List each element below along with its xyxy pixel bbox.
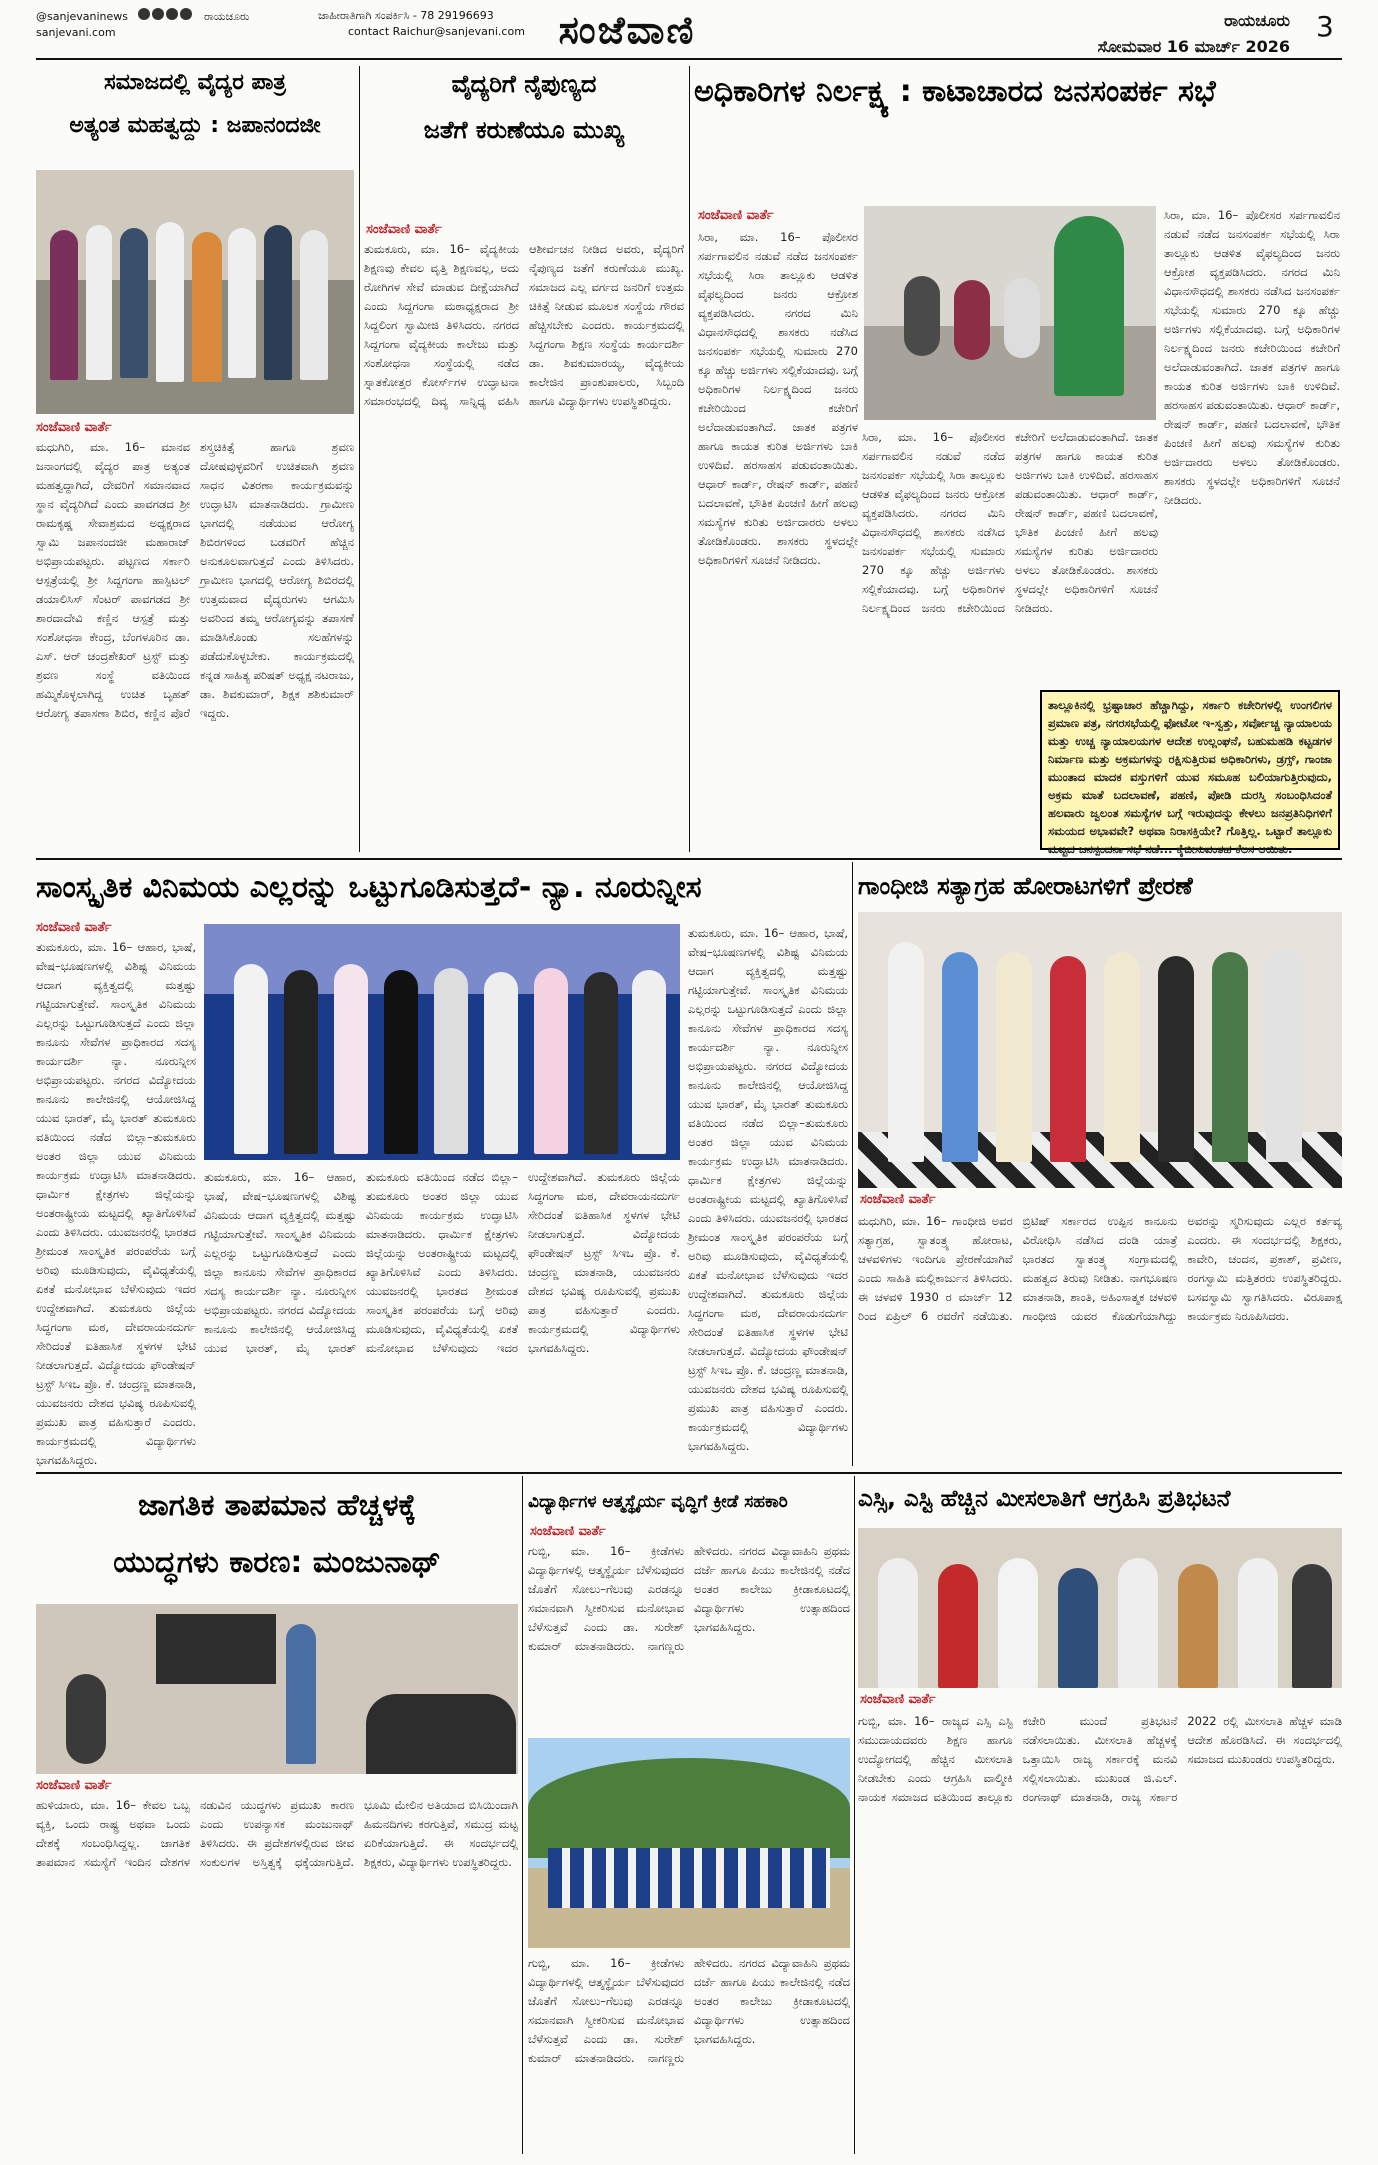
article-body: ತುಮಕೂರು, ಮಾ. 16– ವೈದ್ಯಕೀಯ ಶಿಕ್ಷಣವು ಕೇವಲ ವೃತ್ತಿ ಶಿಕ್ಷಣವಲ್ಲ, ಅದು ರೋಗಿಗಳ ಸೇವೆ ಮಾಡುವ ದೀಕ್ಷೆಯಾಗಿದೆ ಎಂದು ಸಿದ್ದಗಂಗಾ ಮಠಾಧ್ಯಕ್ಷರಾದ ಶ್ರೀ ಸಿದ್ದಲಿಂಗ ಸ್ವಾಮೀಜಿ ತಿಳಿಸಿದರು. ನಗರದ ಸಿದ್ದಗಂಗಾ ವೈದ್ಯಕೀಯ ಕಾಲೇಜು ಮತ್ತು ಸಂಶೋಧನಾ ಸಂಸ್ಥೆಯಲ್ಲಿ ನಡೆದ ಸ್ನಾತಕೋತ್ತರ ಕೋರ್ಸ್‌ಗಳ ಉದ್ಘಾಟನಾ ಸಮಾರಂಭದಲ್ಲಿ ದಿವ್ಯ ಸಾನ್ನಿಧ್ಯ ವಹಿಸಿ ಆಶೀರ್ವಚನ ನೀಡಿದ ಅವರು, ವೈದ್ಯರಿಗೆ ನೈಪುಣ್ಯದ ಜತೆಗೆ ಕರುಣೆಯೂ ಮುಖ್ಯ. ಸಮಾಜದ ಎಲ್ಲ ವರ್ಗದ ಜನರಿಗೆ ಉತ್ತಮ ಚಿಕಿತ್ಸೆ ನೀಡುವ ಮೂಲಕ ಸಂಸ್ಥೆಯ ಗೌರವ ಹೆಚ್ಚಿಸಬೇಕು ಎಂದರು. ಕಾರ್ಯಕ್ರಮದಲ್ಲಿ ಸಿದ್ದಗಂಗಾ ಶಿಕ್ಷಣ ಸಂಸ್ಥೆಯ ಕಾರ್ಯದರ್ಶಿ ಡಾ. ಶಿವಕುಮಾರಯ್ಯ, ವೈದ್ಯಕೀಯ ಕಾಲೇಜಿನ ಪ್ರಾಂಶುಪಾಲರು, ಸಿಬ್ಬಂದಿ ಹಾಗೂ ವಿದ್ಯಾರ್ಥಿಗಳು ಉಪಸ್ಥಿತರಿದ್ದರು. [364, 242, 684, 408]
article-body-lower: ಗುಬ್ಬಿ, ಮಾ. 16– ಕ್ರೀಡೆಗಳು ವಿದ್ಯಾರ್ಥಿಗಳಲ್ಲಿ ಆತ್ಮಸ್ಥೈರ್ಯ ಬೆಳೆಸುವುದರ ಜೊತೆಗೆ ಸೋಲು–ಗೆಲುವು ಎರಡನ್ನೂ ಸಮಾನವಾಗಿ ಸ್ವೀಕರಿಸುವ ಮನೋಭಾವ ಬೆಳೆಸುತ್ತವೆ ಎಂದು ಡಾ. ಸುರೇಶ್ ಕುಮಾರ್ ಮಾತನಾಡಿದರು. ನಾಗಣ್ಣರು ಹೇಳಿದರು. ನಗರದ ವಿದ್ಯಾವಾಹಿನಿ ಪ್ರಥಮ ದರ್ಜೆ ಹಾಗೂ ಪಿಯು ಕಾಲೇಜಿನಲ್ಲಿ ನಡೆದ ಅಂತರ ಕಾಲೇಜು ಕ್ರೀಡಾಕೂಟದಲ್ಲಿ ವಿದ್ಯಾರ್ಥಿಗಳು ಉತ್ಸಾಹದಿಂದ ಭಾಗವಹಿಸಿದ್ದರು. [528, 1956, 850, 2065]
youtube-icon [166, 8, 178, 20]
headline-line-2: ಜತೆಗೆ ಕರುಣೆಯೂ ಮುಖ್ಯ [423, 116, 625, 144]
social-handle[interactable]: @sanjevaninews [36, 9, 129, 23]
byline: ಸಂಜೆವಾಣಿ ವಾರ್ತೆ [698, 208, 774, 223]
article-global-warming [36, 1476, 518, 2156]
article-photo [528, 1738, 850, 1948]
byline: ಸಂಜೆವಾಣಿ ವಾರ್ತೆ [860, 1192, 936, 1207]
masthead-title: ಸಂಜೆವಾಣಿ [558, 7, 696, 52]
header-left [36, 8, 249, 41]
section-rule [36, 858, 1342, 860]
edition: ರಾಯಚೂರು [1224, 11, 1290, 30]
byline: ಸಂಜೆವಾಣಿ ವಾರ್ತೆ [530, 1524, 606, 1539]
headline: ವಿದ್ಯಾರ್ಥಿಗಳ ಆತ್ಮಸ್ಥೈರ್ಯ ವೃದ್ಧಿಗೆ ಕ್ರೀಡೆ ಸಹಕಾರಿ [528, 1492, 788, 1512]
article-body-lower: ಸಿರಾ, ಮಾ. 16– ಪೊಲೀಸರ ಸರ್ಪಗಾವಲಿನ ನಡುವೆ ನಡೆದ ಜನಸಂಪರ್ಕ ಸಭೆಯಲ್ಲಿ ಸಿರಾ ತಾಲ್ಲೂಕು ಆಡಳಿತ ವೈಫಲ್ಯದಿಂದ ಜನರು ಆಕ್ರೋಶ ವ್ಯಕ್ತಪಡಿಸಿದರು. ನಗರದ ಮಿನಿ ವಿಧಾನಸೌಧದಲ್ಲಿ ಶಾಸಕರು ನಡೆಸಿದ ಜನಸಂಪರ್ಕ ಸಭೆಯಲ್ಲಿ ಸುಮಾರು 270 ಕ್ಕೂ ಹೆಚ್ಚು ಅರ್ಜಿಗಳು ಸಲ್ಲಿಕೆಯಾದವು. ಬಗ್ಗೆ ಅಧಿಕಾರಿಗಳ ನಿರ್ಲಕ್ಷ್ಯದಿಂದ ಜನರು ಕಚೇರಿಯಿಂದ ಕಚೇರಿಗೆ ಅಲೆದಾಡುವಂತಾಗಿದೆ. ಜಾತಕ ಪತ್ರಗಳ ಹಾಗೂ ಕಾಯತ ಕುರಿತ ಅರ್ಜಿಗಳು ಬಾಕಿ ಉಳಿದಿವೆ. ಹರಸಾಹಸ ಪಡುವಂತಾಯಿತು. ಆಧಾರ್ ಕಾರ್ಡ್, ರೇಷನ್ ಕಾರ್ಡ್, ಪಹಣಿ ಬದಲಾವಣೆ, ಭೌತಿಕ ಪಿಂಚಣಿ ಹೀಗೆ ಹಲವು ಸಮಸ್ಯೆಗಳ ಕುರಿತು ಅರ್ಜಿದಾರರು ಅಳಲು ತೋಡಿಕೊಂಡರು. ಶಾಸಕರು ಸ್ಥಳದಲ್ಲೇ ಅಧಿಕಾರಿಗಳಿಗೆ ಸೂಚನೆ ನೀಡಿದರು. [862, 430, 1158, 615]
header-right [1000, 8, 1290, 60]
instagram-icon [152, 8, 164, 20]
article-body-right: ಸಿರಾ, ಮಾ. 16– ಪೊಲೀಸರ ಸರ್ಪಗಾವಲಿನ ನಡುವೆ ನಡೆದ ಜನಸಂಪರ್ಕ ಸಭೆಯಲ್ಲಿ ಸಿರಾ ತಾಲ್ಲೂಕು ಆಡಳಿತ ವೈಫಲ್ಯದಿಂದ ಜನರು ಆಕ್ರೋಶ ವ್ಯಕ್ತಪಡಿಸಿದರು. ನಗರದ ಮಿನಿ ವಿಧಾನಸೌಧದಲ್ಲಿ ಶಾಸಕರು ನಡೆಸಿದ ಜನಸಂಪರ್ಕ ಸಭೆಯಲ್ಲಿ ಸುಮಾರು 270 ಕ್ಕೂ ಹೆಚ್ಚು ಅರ್ಜಿಗಳು ಸಲ್ಲಿಕೆಯಾದವು. ಬಗ್ಗೆ ಅಧಿಕಾರಿಗಳ ನಿರ್ಲಕ್ಷ್ಯದಿಂದ ಜನರು ಕಚೇರಿಯಿಂದ ಕಚೇರಿಗೆ ಅಲೆದಾಡುವಂತಾಗಿದೆ. ಜಾತಕ ಪತ್ರಗಳ ಹಾಗೂ ಕಾಯತ ಕುರಿತ ಅರ್ಜಿಗಳು ಬಾಕಿ ಉಳಿದಿವೆ. ಹರಸಾಹಸ ಪಡುವಂತಾಯಿತು. ಆಧಾರ್ ಕಾರ್ಡ್, ರೇಷನ್ ಕಾರ್ಡ್, ಪಹಣಿ ಬದಲಾವಣೆ, ಭೌತಿಕ ಪಿಂಚಣಿ ಹೀಗೆ ಹಲವು ಸಮಸ್ಯೆಗಳ ಕುರಿತು ಅರ್ಜಿದಾರರು ಅಳಲು ತೋಡಿಕೊಂಡರು. ಶಾಸಕರು ಸ್ಥಳದಲ್ಲೇ ಅಧಿಕಾರಿಗಳಿಗೆ ಸೂಚನೆ ನೀಡಿದರು. [1164, 208, 1340, 507]
ad-line: ಜಾಹೀರಾತಿಗಾಗಿ ಸಂಪರ್ಕಿಸಿ - 78 29196693 [318, 9, 494, 22]
byline: ಸಂಜೆವಾಣಿ ವಾರ್ತೆ [36, 920, 112, 935]
contact-line[interactable]: contact Raichur@sanjevani.com [348, 25, 525, 38]
byline: ಸಂಜೆವಾಣಿ ವಾರ್ತೆ [36, 1778, 112, 1793]
column-divider [854, 1476, 855, 2154]
byline: ಸಂಜೆವಾಣಿ ವಾರ್ತೆ [366, 222, 442, 237]
article-body: ಮಧುಗಿರಿ, ಮಾ. 16– ಗಾಂಧೀಜಿ ಅವರ ಸತ್ಯಾಗ್ರಹ, ಸ್ವಾತಂತ್ರ್ಯ ಹೋರಾಟ, ಚಳವಳಿಗಳು ಇಂದಿಗೂ ಪ್ರೇರಣೆಯಾಗಿವೆ ಎಂದು ಸಾಹಿತಿ ಮಲ್ಲಿಕಾರ್ಜುನ ತಿಳಿಸಿದರು. ಈ ಚಳವಳಿ 1930 ರ ಮಾರ್ಚ್ 12 ರಿಂದ ಏಪ್ರಿಲ್ 6 ರವರೆಗೆ ನಡೆಯಿತು. ಬ್ರಿಟಿಷ್ ಸರ್ಕಾರದ ಉಪ್ಪಿನ ಕಾನೂನು ವಿರೋಧಿಸಿ ನಡೆಸಿದ ದಂಡಿ ಯಾತ್ರೆ ಭಾರತದ ಸ್ವಾತಂತ್ರ್ಯ ಸಂಗ್ರಾಮದಲ್ಲಿ ಮಹತ್ವದ ತಿರುವು ನೀಡಿತು. ನಾಗಭೂಷಣ ಮಾತನಾಡಿ, ಶಾಂತಿ, ಅಹಿಂಸಾತ್ಮಕ ಚಳವಳಿ ಗಾಂಧೀಜಿ ಯವರ ಕೊಡುಗೆಯಾಗಿದ್ದು ಅವರನ್ನು ಸ್ಮರಿಸುವುದು ಎಲ್ಲರ ಕರ್ತವ್ಯ ಎಂದರು. ಈ ಸಂದರ್ಭದಲ್ಲಿ ಶಿಕ್ಷಕರು, ಕಾವೇರಿ, ಚಂದನ, ಪ್ರಕಾಶ್, ಪ್ರವೀಣ, ರಂಗಸ್ವಾಮಿ ಮತ್ತಿತರರು ಉಪಸ್ಥಿತರಿದ್ದರು. ಬಸವಸ್ವಾಮಿ ಸ್ವಾಗತಿಸಿದರು. ವಿರೂಪಾಕ್ಷ ಕಾರ್ಯಕ್ರಮ ನಿರೂಪಿಸಿದರು. [858, 1214, 1342, 1323]
article-gandhi [858, 862, 1342, 1470]
byline: ಸಂಜೆವಾಣಿ ವಾರ್ತೆ [860, 1692, 936, 1707]
highlight-text: ತಾಲ್ಲೂಕಿನಲ್ಲಿ ಭ್ರಷ್ಟಾಚಾರ ಹೆಚ್ಚಾಗಿದ್ದು, ಸರ್ಕಾರಿ ಕಚೇರಿಗಳಲ್ಲಿ ಉಂಗಲಿಗಳ ಪ್ರಮಾಣ ಪತ್ರ, ನಗರಸಭೆಯಲ್ಲಿ ಫೋಟೋ ಇ-ಸ್ವತ್ತು, ಸರ್ವೋಚ್ಚ ನ್ಯಾಯಾಲಯ ಮತ್ತು ಉಚ್ಚ ನ್ಯಾಯಾಲಯಗಳ ಆದೇಶ ಉಲ್ಲಂಘನೆ, ಬಹುಮಹಡಿ ಕಟ್ಟಡಗಳ ನಿರ್ಮಾಣ ಮತ್ತು ಅಕ್ರಮಗಳನ್ನು ರಕ್ಷಿಸುತ್ತಿರುವ ಅಧಿಕಾರಿಗಳು, ಡ್ರಗ್ಸ್, ಗಾಂಜಾ ಮುಂತಾದ ಮಾದಕ ವಸ್ತುಗಳಿಗೆ ಯುವ ಸಮೂಹ ಬಲಿಯಾಗುತ್ತಿರುವುದು, ಅಕ್ರಮ ಮಾತೆ ಬದಲಾವಣೆ, ಪಹಣಿ, ಪೋಡಿ ದುರಸ್ತಿ ಸಂಬಂಧಿಸಿದಂತೆ ಹಲವಾರು ಜ್ವಲಂತ ಸಮಸ್ಯೆಗಳ ಬಗ್ಗೆ ಇರುವುದನ್ನು ಕೇಳಲು ಜನಪ್ರತಿನಿಧಿಗಳಿಗೆ ಸಮಯದ ಅಭಾವವೇ? ಅಥವಾ ನಿರಾಸಕ್ತಿಯೇ? ಗೊತ್ತಿಲ್ಲ. ಒಟ್ಟಾರೆ ತಾಲ್ಲೂಕು ಮಟ್ಟದ ಜನಸ್ಪಂದನಾ ಸಭೆ ನಡೆ... ಕೈಬೀಸುವಂತಹ ಕೆಲಸ ಆಯಿತು. [1048, 698, 1332, 856]
headline-line-2: ಯುದ್ಧಗಳು ಕಾರಣ: ಮಂಜುನಾಥ್ [113, 1545, 441, 1580]
article-body: ಸಿರಾ, ಮಾ. 16– ಪೊಲೀಸರ ಸರ್ಪಗಾವಲಿನ ನಡುವೆ ನಡೆದ ಜನಸಂಪರ್ಕ ಸಭೆಯಲ್ಲಿ ಸಿರಾ ತಾಲ್ಲೂಕು ಆಡಳಿತ ವೈಫಲ್ಯದಿಂದ ಜನರು ಆಕ್ರೋಶ ವ್ಯಕ್ತಪಡಿಸಿದರು. ನಗರದ ಮಿನಿ ವಿಧಾನಸೌಧದಲ್ಲಿ ಶಾಸಕರು ನಡೆಸಿದ ಜನಸಂಪರ್ಕ ಸಭೆಯಲ್ಲಿ ಸುಮಾರು 270 ಕ್ಕೂ ಹೆಚ್ಚು ಅರ್ಜಿಗಳು ಸಲ್ಲಿಕೆಯಾದವು. ಬಗ್ಗೆ ಅಧಿಕಾರಿಗಳ ನಿರ್ಲಕ್ಷ್ಯದಿಂದ ಜನರು ಕಚೇರಿಯಿಂದ ಕಚೇರಿಗೆ ಅಲೆದಾಡುವಂತಾಗಿದೆ. ಜಾತಕ ಪತ್ರಗಳ ಹಾಗೂ ಕಾಯತ ಕುರಿತ ಅರ್ಜಿಗಳು ಬಾಕಿ ಉಳಿದಿವೆ. ಹರಸಾಹಸ ಪಡುವಂತಾಯಿತು. ಆಧಾರ್ ಕಾರ್ಡ್, ರೇಷನ್ ಕಾರ್ಡ್, ಪಹಣಿ ಬದಲಾವಣೆ, ಭೌತಿಕ ಪಿಂಚಣಿ ಹೀಗೆ ಹಲವು ಸಮಸ್ಯೆಗಳ ಕುರಿತು ಅರ್ಜಿದಾರರು ಅಳಲು ತೋಡಿಕೊಂಡರು. ಶಾಸಕರು ಸ್ಥಳದಲ್ಲೇ ಅಧಿಕಾರಿಗಳಿಗೆ ಸೂಚನೆ ನೀಡಿದರು. [698, 230, 858, 567]
headline-line-1: ಸಮಾಜದಲ್ಲಿ ವೈದ್ಯರ ಪಾತ್ರ [104, 70, 286, 95]
article-photo [36, 1604, 518, 1774]
header-rule [36, 58, 1342, 60]
byline: ಸಂಜೆವಾಣಿ ವಾರ್ತೆ [36, 420, 112, 435]
headline: ಎಸ್ಸಿ, ಎಸ್ಟಿ ಹೆಚ್ಚಿನ ಮೀಸಲಾತಿಗೆ ಆಗ್ರಹಿಸಿ ಪ್ರತಿಭಟನೆ [858, 1486, 1231, 1512]
article-body: ಗುಬ್ಬಿ, ಮಾ. 16– ಕ್ರೀಡೆಗಳು ವಿದ್ಯಾರ್ಥಿಗಳಲ್ಲಿ ಆತ್ಮಸ್ಥೈರ್ಯ ಬೆಳೆಸುವುದರ ಜೊತೆಗೆ ಸೋಲು–ಗೆಲುವು ಎರಡನ್ನೂ ಸಮಾನವಾಗಿ ಸ್ವೀಕರಿಸುವ ಮನೋಭಾವ ಬೆಳೆಸುತ್ತವೆ ಎಂದು ಡಾ. ಸುರೇಶ್ ಕುಮಾರ್ ಮಾತನಾಡಿದರು. ನಾಗಣ್ಣರು ಹೇಳಿದರು. ನಗರದ ವಿದ್ಯಾವಾಹಿನಿ ಪ್ರಥಮ ದರ್ಜೆ ಹಾಗೂ ಪಿಯು ಕಾಲೇಜಿನಲ್ಲಿ ನಡೆದ ಅಂತರ ಕಾಲೇಜು ಕ್ರೀಡಾಕೂಟದಲ್ಲಿ ವಿದ್ಯಾರ್ಥಿಗಳು ಉತ್ಸಾಹದಿಂದ ಭಾಗವಹಿಸಿದ್ದರು. [528, 1544, 850, 1653]
article-photo [204, 924, 680, 1160]
article-reservation-protest [858, 1476, 1342, 2156]
article-medical-role [36, 66, 354, 856]
issue-date: ಸೋಮವಾರ 16 ಮಾರ್ಚ್ 2026 [1097, 37, 1290, 56]
column-divider [689, 66, 690, 852]
page-number: 3 [1316, 10, 1334, 43]
article-photo [858, 912, 1342, 1188]
headline-line-1: ವೈದ್ಯರಿಗೆ ನೈಪುಣ್ಯದ [451, 70, 597, 98]
site-url[interactable]: sanjevani.com [36, 26, 116, 39]
facebook-icon [138, 8, 150, 20]
article-body: ಹುಳಿಯಾರು, ಮಾ. 16– ಕೇವಲ ಒಬ್ಬ ವ್ಯಕ್ತಿ, ಒಂದು ರಾಷ್ಟ್ರ ಅಥವಾ ಒಂದು ದೇಶಕ್ಕೆ ಸಂಬಂಧಿಸಿದ್ದಲ್ಲ. ಜಾಗತಿಕ ತಾಪಮಾನ ಸಮಸ್ಯೆಗೆ ಇಂದಿನ ದೇಶಗಳ ನಡುವಿನ ಯುದ್ಧಗಳು ಪ್ರಮುಖ ಕಾರಣ ಎಂದು ಉಪನ್ಯಾಸಕ ಮಂಜುನಾಥ್ ತಿಳಿಸಿದರು. ಈ ಪ್ರದೇಶಗಳಲ್ಲಿರುವ ಜೀವ ಸಂಕುಲಗಳ ಅಸ್ತಿತ್ವಕ್ಕೆ ಧಕ್ಕೆಯಾಗುತ್ತಿದೆ. ಭೂಮಿ ಮೇಲಿನ ಅತಿಯಾದ ಬಿಸಿಯಿಂದಾಗಿ ಹಿಮನದಿಗಳು ಕರಗುತ್ತಿವೆ, ಸಮುದ್ರ ಮಟ್ಟ ಏರಿಕೆಯಾಗುತ್ತಿದೆ. ಈ ಸಂದರ್ಭದಲ್ಲಿ ಶಿಕ್ಷಕರು, ವಿದ್ಯಾರ್ಥಿಗಳು ಉಪಸ್ಥಿತರಿದ್ದರು. [36, 1798, 518, 1869]
article-body-right: ತುಮಕೂರು, ಮಾ. 16– ಆಹಾರ, ಭಾಷೆ, ವೇಷ–ಭೂಷಣಗಳಲ್ಲಿ ವಿಶಿಷ್ಟ ವಿನಿಮಯ ಆದಾಗ ವ್ಯಕ್ತಿತ್ವದಲ್ಲಿ ಮತ್ತಷ್ಟು ಗಟ್ಟಿಯಾಗುತ್ತೇವೆ. ಸಾಂಸ್ಕೃತಿಕ ವಿನಿಮಯ ಎಲ್ಲರನ್ನು ಒಟ್ಟುಗೂಡಿಸುತ್ತದೆ ಎಂದು ಜಿಲ್ಲಾ ಕಾನೂನು ಸೇವೆಗಳ ಪ್ರಾಧಿಕಾರದ ಸದಸ್ಯ ಕಾರ್ಯದರ್ಶಿ ನ್ಯಾ. ನೂರುನ್ನೀಸ ಅಭಿಪ್ರಾಯಪಟ್ಟರು. ನಗರದ ವಿದ್ಯೋದಯ ಕಾನೂನು ಕಾಲೇಜಿನಲ್ಲಿ ಆಯೋಜಿಸಿದ್ದ ಯುವ ಭಾರತ್, ಮೈ ಭಾರತ್ ತುಮಕೂರು ವತಿಯಿಂದ ನಡೆದ ಬಿಲ್ಲಾ–ತುಮಕೂರು ಅಂತರ ಜಿಲ್ಲಾ ಯುವ ವಿನಿಮಯ ಕಾರ್ಯಕ್ರಮ ಉದ್ಘಾಟಿಸಿ ಮಾತನಾಡಿದರು. ಧಾರ್ಮಿಕ ಕ್ಷೇತ್ರಗಳು ಜಿಲ್ಲೆಯನ್ನು ಅಂತರಾಷ್ಟ್ರೀಯ ಮಟ್ಟದಲ್ಲಿ ಖ್ಯಾತಿಗೊಳಿಸಿವೆ ಎಂದು ತಿಳಿಸಿದರು. ಯುವಜನರಲ್ಲಿ ಭಾರತದ ಶ್ರೀಮಂತ ಸಾಂಸ್ಕೃತಿಕ ಪರಂಪರೆಯ ಬಗ್ಗೆ ಅರಿವು ಮೂಡಿಸುವುದು, ವೈವಿಧ್ಯತೆಯಲ್ಲಿ ಏಕತೆ ಮನೋಭಾವ ಬೆಳೆಸುವುದು ಇದರ ಉದ್ದೇಶವಾಗಿದೆ. ತುಮಕೂರು ಜಿಲ್ಲೆಯ ಸಿದ್ಧಗಂಗಾ ಮಠ, ದೇವರಾಯನದುರ್ಗ ಸೇರಿದಂತೆ ಐತಿಹಾಸಿಕ ಸ್ಥಳಗಳ ಭೇಟಿ ನೀಡಲಾಗುತ್ತದೆ. ವಿದ್ಯೋದಯ ಫೌಂಡೇಷನ್ ಟ್ರಸ್ಟ್ ಸಿಇಒ ಪ್ರೊ. ಕೆ. ಚಂದ್ರಣ್ಣ ಮಾತನಾಡಿ, ಯುವಜನರು ದೇಶದ ಭವಿಷ್ಯ ರೂಪಿಸುವಲ್ಲಿ ಪ್ರಮುಖ ಪಾತ್ರ ವಹಿಸುತ್ತಾರೆ ಎಂದರು. ಕಾರ್ಯಕ್ರಮದಲ್ಲಿ ವಿದ್ಯಾರ್ಥಿಗಳು ಭಾಗವಹಿಸಿದ್ದರು. [688, 926, 848, 1453]
article-body: ಮಧುಗಿರಿ, ಮಾ. 16– ಮಾನವ ಜನಾಂಗದಲ್ಲಿ ವೈದ್ಯರ ಪಾತ್ರ ಅತ್ಯಂತ ಮಹತ್ವದ್ದಾಗಿದೆ, ದೇವರಿಗೆ ಸಮಾನವಾದ ಸ್ಥಾನ ವೈದ್ಯರಿಗಿದೆ ಎಂದು ಪಾವಗಡದ ಶ್ರೀ ರಾಮಕೃಷ್ಣ ಸೇವಾಶ್ರಮದ ಅಧ್ಯಕ್ಷರಾದ ಸ್ವಾಮಿ ಜಪಾನಂದಜೀ ಮಹಾರಾಜ್ ಅಭಿಪ್ರಾಯಪಟ್ಟರು. ಪಟ್ಟಣದ ಸರ್ಕಾರಿ ಆಸ್ಪತ್ರೆಯಲ್ಲಿ ಶ್ರೀ ಸಿದ್ದಗಂಗಾ ಹಾಸ್ಪಿಟಲ್ ಡಯಾಲಿಸಿಸ್ ಸೆಂಟರ್ ಪಾವಗಡದ ಶ್ರೀ ಶಾರದಾದೇವಿ ಕಣ್ಣಿನ ಆಸ್ಪತ್ರೆ ಮತ್ತು ಸಂಶೋಧನಾ ಕೇಂದ್ರ, ಬೆಂಗಳೂರಿನ ಡಾ. ಎಸ್. ಆರ್ ಚಂದ್ರಶೇಖರ್ ಟ್ರಸ್ಟ್ ಮತ್ತು ಶ್ರವಣ ಸಂಸ್ಥೆ ವತಿಯಿಂದ ಹಮ್ಮಿಕೊಳ್ಳಲಾಗಿದ್ದ ಉಚಿತ ಬೃಹತ್ ಆರೋಗ್ಯ ತಪಾಸಣಾ ಶಿಬಿರ, ಕಣ್ಣಿನ ಪೊರೆ ಶಸ್ತ್ರಚಿಕಿತ್ಸೆ ಹಾಗೂ ಶ್ರವಣ ದೋಷವುಳ್ಳವರಿಗೆ ಉಚಿತವಾಗಿ ಶ್ರವಣ ಸಾಧನ ವಿತರಣಾ ಕಾರ್ಯಕ್ರಮವನ್ನು ಉದ್ಘಾಟಿಸಿ ಮಾತನಾಡಿದರು. ಗ್ರಾಮೀಣ ಭಾಗದಲ್ಲಿ ನಡೆಯುವ ಆರೋಗ್ಯ ಶಿಬಿರಗಳಿಂದ ಬಡವರಿಗೆ ಹೆಚ್ಚಿನ ಅನುಕೂಲವಾಗುತ್ತದೆ ಎಂದು ತಿಳಿಸಿದರು. ಗ್ರಾಮೀಣ ಭಾಗದಲ್ಲಿ ಆರೋಗ್ಯ ಶಿಬಿರದಲ್ಲಿ ಉತ್ತಮವಾದ ವೈದ್ಯರುಗಳು ಆಗಮಿಸಿ ಅವರಿಂದ ತಮ್ಮ ಆರೋಗ್ಯವನ್ನು ತಪಾಸಣೆ ಮಾಡಿಸಿಕೊಂಡು ಸಲಹೆಗಳನ್ನು ಪಡೆದುಕೊಳ್ಳಬೇಕು. ಕಾರ್ಯಕ್ರಮದಲ್ಲಿ ಕನ್ನಡ ಸಾಹಿತ್ಯ ಪರಿಷತ್ ಅಧ್ಯಕ್ಷ ನಟರಾಜು, ಡಾ. ಶಿವಕುಮಾರ್, ಶಿಕ್ಷಕ ಶಶಿಕುಮಾರ್ ಇದ್ದರು. [36, 440, 354, 720]
article-doctor-compassion [364, 66, 684, 856]
masthead [462, 4, 792, 56]
twitter-icon [180, 8, 192, 20]
column-divider [852, 862, 853, 1466]
article-body: ತುಮಕೂರು, ಮಾ. 16– ಆಹಾರ, ಭಾಷೆ, ವೇಷ–ಭೂಷಣಗಳಲ್ಲಿ ವಿಶಿಷ್ಟ ವಿನಿಮಯ ಆದಾಗ ವ್ಯಕ್ತಿತ್ವದಲ್ಲಿ ಮತ್ತಷ್ಟು ಗಟ್ಟಿಯಾಗುತ್ತೇವೆ. ಸಾಂಸ್ಕೃತಿಕ ವಿನಿಮಯ ಎಲ್ಲರನ್ನು ಒಟ್ಟುಗೂಡಿಸುತ್ತದೆ ಎಂದು ಜಿಲ್ಲಾ ಕಾನೂನು ಸೇವೆಗಳ ಪ್ರಾಧಿಕಾರದ ಸದಸ್ಯ ಕಾರ್ಯದರ್ಶಿ ನ್ಯಾ. ನೂರುನ್ನೀಸ ಅಭಿಪ್ರಾಯಪಟ್ಟರು. ನಗರದ ವಿದ್ಯೋದಯ ಕಾನೂನು ಕಾಲೇಜಿನಲ್ಲಿ ಆಯೋಜಿಸಿದ್ದ ಯುವ ಭಾರತ್, ಮೈ ಭಾರತ್ ತುಮಕೂರು ವತಿಯಿಂದ ನಡೆದ ಬಿಲ್ಲಾ–ತುಮಕೂರು ಅಂತರ ಜಿಲ್ಲಾ ಯುವ ವಿನಿಮಯ ಕಾರ್ಯಕ್ರಮ ಉದ್ಘಾಟಿಸಿ ಮಾತನಾಡಿದರು. ಧಾರ್ಮಿಕ ಕ್ಷೇತ್ರಗಳು ಜಿಲ್ಲೆಯನ್ನು ಅಂತರಾಷ್ಟ್ರೀಯ ಮಟ್ಟದಲ್ಲಿ ಖ್ಯಾತಿಗೊಳಿಸಿವೆ ಎಂದು ತಿಳಿಸಿದರು. ಯುವಜನರಲ್ಲಿ ಭಾರತದ ಶ್ರೀಮಂತ ಸಾಂಸ್ಕೃತಿಕ ಪರಂಪರೆಯ ಬಗ್ಗೆ ಅರಿವು ಮೂಡಿಸುವುದು, ವೈವಿಧ್ಯತೆಯಲ್ಲಿ ಏಕತೆ ಮನೋಭಾವ ಬೆಳೆಸುವುದು ಇದರ ಉದ್ದೇಶವಾಗಿದೆ. ತುಮಕೂರು ಜಿಲ್ಲೆಯ ಸಿದ್ಧಗಂಗಾ ಮಠ, ದೇವರಾಯನದುರ್ಗ ಸೇರಿದಂತೆ ಐತಿಹಾಸಿಕ ಸ್ಥಳಗಳ ಭೇಟಿ ನೀಡಲಾಗುತ್ತದೆ. ವಿದ್ಯೋದಯ ಫೌಂಡೇಷನ್ ಟ್ರಸ್ಟ್ ಸಿಇಒ ಪ್ರೊ. ಕೆ. ಚಂದ್ರಣ್ಣ ಮಾತನಾಡಿ, ಯುವಜನರು ದೇಶದ ಭವಿಷ್ಯ ರೂಪಿಸುವಲ್ಲಿ ಪ್ರಮುಖ ಪಾತ್ರ ವಹಿಸುತ್ತಾರೆ ಎಂದರು. ಕಾರ್ಯಕ್ರಮದಲ್ಲಿ ವಿದ್ಯಾರ್ಥಿಗಳು ಭಾಗವಹಿಸಿದ್ದರು. [36, 940, 196, 1467]
article-cultural-exchange [36, 862, 850, 1470]
column-divider [522, 1476, 523, 2154]
city-tag: ರಾಯಚೂರು [204, 9, 250, 23]
headline-line-2: ಅತ್ಯಂತ ಮಹತ್ವದ್ದು : ಜಪಾನಂದಜೀ [69, 113, 321, 138]
article-photo [36, 170, 354, 414]
article-photo [864, 206, 1156, 420]
article-body-lower: ತುಮಕೂರು, ಮಾ. 16– ಆಹಾರ, ಭಾಷೆ, ವೇಷ–ಭೂಷಣಗಳಲ್ಲಿ ವಿಶಿಷ್ಟ ವಿನಿಮಯ ಆದಾಗ ವ್ಯಕ್ತಿತ್ವದಲ್ಲಿ ಮತ್ತಷ್ಟು ಗಟ್ಟಿಯಾಗುತ್ತೇವೆ. ಸಾಂಸ್ಕೃತಿಕ ವಿನಿಮಯ ಎಲ್ಲರನ್ನು ಒಟ್ಟುಗೂಡಿಸುತ್ತದೆ ಎಂದು ಜಿಲ್ಲಾ ಕಾನೂನು ಸೇವೆಗಳ ಪ್ರಾಧಿಕಾರದ ಸದಸ್ಯ ಕಾರ್ಯದರ್ಶಿ ನ್ಯಾ. ನೂರುನ್ನೀಸ ಅಭಿಪ್ರಾಯಪಟ್ಟರು. ನಗರದ ವಿದ್ಯೋದಯ ಕಾನೂನು ಕಾಲೇಜಿನಲ್ಲಿ ಆಯೋಜಿಸಿದ್ದ ಯುವ ಭಾರತ್, ಮೈ ಭಾರತ್ ತುಮಕೂರು ವತಿಯಿಂದ ನಡೆದ ಬಿಲ್ಲಾ–ತುಮಕೂರು ಅಂತರ ಜಿಲ್ಲಾ ಯುವ ವಿನಿಮಯ ಕಾರ್ಯಕ್ರಮ ಉದ್ಘಾಟಿಸಿ ಮಾತನಾಡಿದರು. ಧಾರ್ಮಿಕ ಕ್ಷೇತ್ರಗಳು ಜಿಲ್ಲೆಯನ್ನು ಅಂತರಾಷ್ಟ್ರೀಯ ಮಟ್ಟದಲ್ಲಿ ಖ್ಯಾತಿಗೊಳಿಸಿವೆ ಎಂದು ತಿಳಿಸಿದರು. ಯುವಜನರಲ್ಲಿ ಭಾರತದ ಶ್ರೀಮಂತ ಸಾಂಸ್ಕೃತಿಕ ಪರಂಪರೆಯ ಬಗ್ಗೆ ಅರಿವು ಮೂಡಿಸುವುದು, ವೈವಿಧ್ಯತೆಯಲ್ಲಿ ಏಕತೆ ಮನೋಭಾವ ಬೆಳೆಸುವುದು ಇದರ ಉದ್ದೇಶವಾಗಿದೆ. ತುಮಕೂರು ಜಿಲ್ಲೆಯ ಸಿದ್ಧಗಂಗಾ ಮಠ, ದೇವರಾಯನದುರ್ಗ ಸೇರಿದಂತೆ ಐತಿಹಾಸಿಕ ಸ್ಥಳಗಳ ಭೇಟಿ ನೀಡಲಾಗುತ್ತದೆ. ವಿದ್ಯೋದಯ ಫೌಂಡೇಷನ್ ಟ್ರಸ್ಟ್ ಸಿಇಒ ಪ್ರೊ. ಕೆ. ಚಂದ್ರಣ್ಣ ಮಾತನಾಡಿ, ಯುವಜನರು ದೇಶದ ಭವಿಷ್ಯ ರೂಪಿಸುವಲ್ಲಿ ಪ್ರಮುಖ ಪಾತ್ರ ವಹಿಸುತ್ತಾರೆ ಎಂದರು. ಕಾರ್ಯಕ್ರಮದಲ್ಲಿ ವಿದ್ಯಾರ್ಥಿಗಳು ಭಾಗವಹಿಸಿದ್ದರು. [204, 1170, 680, 1355]
article-sports [528, 1476, 850, 2156]
social-icons[interactable] [138, 8, 194, 25]
section-rule [36, 1472, 1342, 1474]
headline: ಸಾಂಸ್ಕೃತಿಕ ವಿನಿಮಯ ಎಲ್ಲರನ್ನು ಒಟ್ಟುಗೂಡಿಸುತ್ತದೆ- ನ್ಯಾ. ನೂರುನ್ನೀಸ [36, 870, 702, 905]
article-public-meeting [694, 66, 1342, 856]
headline-line-1: ಜಾಗತಿಕ ತಾಪಮಾನ ಹೆಚ್ಚಳಕ್ಕೆ [137, 1488, 417, 1523]
article-photo [858, 1528, 1342, 1688]
headline: ಅಧಿಕಾರಿಗಳ ನಿರ್ಲಕ್ಷ್ಯ : ಕಾಟಾಚಾರದ ಜನಸಂಪರ್ಕ ಸಭೆ [694, 74, 1216, 109]
headline: ಗಾಂಧೀಜಿ ಸತ್ಯಾಗ್ರಹ ಹೋರಾಟಗಳಿಗೆ ಪ್ರೇರಣೆ [858, 872, 1193, 900]
article-body: ಗುಬ್ಬಿ, ಮಾ. 16– ರಾಜ್ಯದ ಎಸ್ಸಿ ಎಸ್ಟಿ ಸಮುದಾಯದವರು ಶಿಕ್ಷಣ ಹಾಗೂ ಉದ್ಯೋಗದಲ್ಲಿ ಹೆಚ್ಚಿನ ಮೀಸಲಾತಿ ನೀಡಬೇಕು ಎಂದು ಆಗ್ರಹಿಸಿ ವಾಲ್ಮೀಕಿ ನಾಯಕ ಸಮಾಜದ ವತಿಯಿಂದ ತಾಲ್ಲೂಕು ಕಚೇರಿ ಮುಂದೆ ಪ್ರತಿಭಟನೆ ನಡೆಸಲಾಯಿತು. ಮೀಸಲಾತಿ ಹೆಚ್ಚಳಕ್ಕೆ ಒತ್ತಾಯಿಸಿ ರಾಜ್ಯ ಸರ್ಕಾರಕ್ಕೆ ಮನವಿ ಸಲ್ಲಿಸಲಾಯಿತು. ಮುಖಂಡ ಜಿ.ಎಲ್. ರಂಗನಾಥ್ ಮಾತನಾಡಿ, ರಾಜ್ಯ ಸರ್ಕಾರ 2022 ರಲ್ಲಿ ಮೀಸಲಾತಿ ಹೆಚ್ಚಳ ಮಾಡಿ ಆದೇಶ ಹೊರಡಿಸಿದೆ. ಈ ಸಂದರ್ಭದಲ್ಲಿ ಸಮಾಜದ ಮುಖಂಡರು ಉಪಸ್ಥಿತರಿದ್ದರು. [858, 1714, 1342, 1804]
highlight-box [1040, 690, 1340, 856]
column-divider [359, 66, 360, 852]
